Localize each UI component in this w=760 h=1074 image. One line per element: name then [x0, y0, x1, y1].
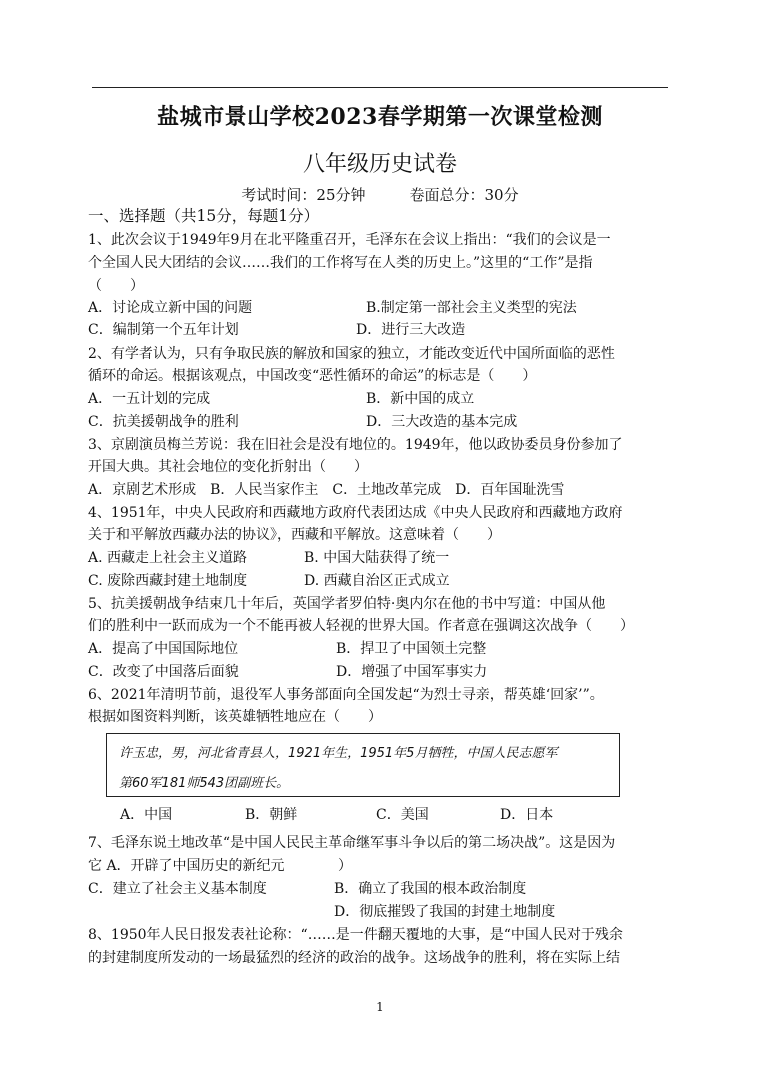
question-7-option-b: B．确立了我国的根本政治制度: [334, 881, 527, 897]
question-4-option-b: B. 中国大陆获得了统一: [304, 550, 450, 566]
question-8-text: 8、1950年人民日报发表社论称：“……是一件翻天覆地的大事，是“中国人民对于残余: [88, 927, 623, 943]
question-2-option-d: D．三大改造的基本完成: [366, 414, 518, 430]
question-5-text: 5、抗美援朝战争结束几十年后，英国学者罗伯特·奥内尔在他的书中写道：中国从他: [88, 596, 606, 612]
question-7-option-a: 它 A．开辟了中国历史的新纪元: [88, 858, 285, 874]
question-7-bracket: ）: [338, 858, 352, 874]
question-6-text: 6、2021年清明节前，退役军人事务部面向全国发起“为烈士寻亲，帮英雄‘回家’”。: [88, 687, 604, 703]
page-number: 1: [376, 1000, 384, 1014]
question-2-text-2: 循环的命运。根据该观点，中国改变“恶性循环的命运”的标志是（ ）: [88, 368, 537, 384]
exam-meta: [0, 184, 760, 205]
question-1-option-b: B.制定第一部社会主义类型的宪法: [366, 300, 577, 316]
question-1-option-a: A．讨论成立新中国的问题: [88, 300, 253, 316]
question-5-option-c: C．改变了中国落后面貌: [88, 664, 239, 680]
question-4-text: 4、1951年，中央人民政府和西藏地方政府代表团达成《中央人民政府和西藏地方政府: [88, 505, 623, 521]
exam-title: 盐城市景山学校2023春学期第一次课堂检测: [157, 104, 603, 130]
question-6-option-a: A．中国: [120, 807, 173, 823]
question-7-option-d: D．彻底摧毁了我国的封建土地制度: [334, 904, 556, 920]
source-box-line-1: 许玉忠，男，河北省青县人，1921年生，1951年5月牺牲，中国人民志愿军: [119, 746, 558, 761]
question-4-text-2: 关于和平解放西藏办法的协议》，西藏和平解放。这意味着（ ）: [88, 527, 501, 543]
question-7-text: 7、毛泽东说土地改革“是中国人民民主革命继军事斗争以后的第二场决战”。这是因为: [88, 835, 616, 851]
question-6-option-c: C．美国: [376, 807, 429, 823]
question-4-option-d: D. 西藏自治区正式成立: [304, 573, 450, 589]
question-3-text: 3、京剧演员梅兰芳说：我在旧社会是没有地位的。1949年，他以政协委员身份参加了: [88, 437, 623, 453]
question-8-text-2: 的封建制度所发动的一场最猛烈的经济的政治的战争。这场战争的胜利，将在实际上结: [88, 950, 620, 966]
header-rule: [92, 87, 668, 88]
question-1-text: 1、此次会议于1949年9月在北平隆重召开，毛泽东在会议上指出：“我们的会议是一: [88, 232, 611, 248]
question-7-option-c: C．建立了社会主义基本制度: [88, 881, 267, 897]
question-2-option-c: C．抗美援朝战争的胜利: [88, 414, 239, 430]
exam-time: 考试时间：25分钟: [241, 186, 366, 204]
question-5-option-d: D．增强了中国军事实力: [336, 664, 488, 680]
question-1-option-d: D．进行三大改造: [356, 322, 466, 338]
source-box-line-2: 第60军181师543团副班长。: [119, 776, 290, 791]
question-2-option-a: A．一五计划的完成: [88, 391, 211, 407]
question-5-text-2: 们的胜利中一跃而成为一个不能再被人轻视的世界大国。作者意在强调这次战争（ ）: [88, 618, 634, 634]
question-6-source-box: [106, 733, 620, 797]
question-5-option-b: B．捍卫了中国领土完整: [336, 641, 487, 657]
question-3-options: A．京剧艺术形成 B．人民当家作主 C．土地改革完成 D．百年国耻洗雪: [88, 482, 565, 498]
exam-score: 卷面总分：30分: [409, 186, 519, 204]
question-6-option-b: B．朝鲜: [245, 807, 298, 823]
question-1-text-2: 个全国人民大团结的会议……我们的工作将写在人类的历史上。”这里的“工作”是指: [88, 255, 593, 271]
question-1-option-c: C．编制第一个五年计划: [88, 322, 239, 338]
question-4-option-a: A. 西藏走上社会主义道路: [88, 550, 248, 566]
section-heading: 一、选择题（共15分，每题1分）: [88, 207, 320, 225]
question-2-option-b: B．新中国的成立: [366, 391, 475, 407]
question-2-text: 2、有学者认为，只有争取民族的解放和国家的独立，才能改变近代中国所面临的恶性: [88, 346, 615, 362]
question-6-text-2: 根据如图资料判断，该英雄牺牲地应在（ ）: [88, 709, 382, 725]
question-4-option-c: C. 废除西藏封建土地制度: [88, 573, 248, 589]
question-1-blank: （ ）: [88, 278, 144, 294]
question-5-option-a: A．提高了中国国际地位: [88, 641, 239, 657]
question-6-option-d: D．日本: [500, 807, 554, 823]
question-3-text-2: 开国大典。其社会地位的变化折射出（ ）: [88, 459, 368, 475]
exam-subtitle: 八年级历史试卷: [302, 152, 457, 177]
